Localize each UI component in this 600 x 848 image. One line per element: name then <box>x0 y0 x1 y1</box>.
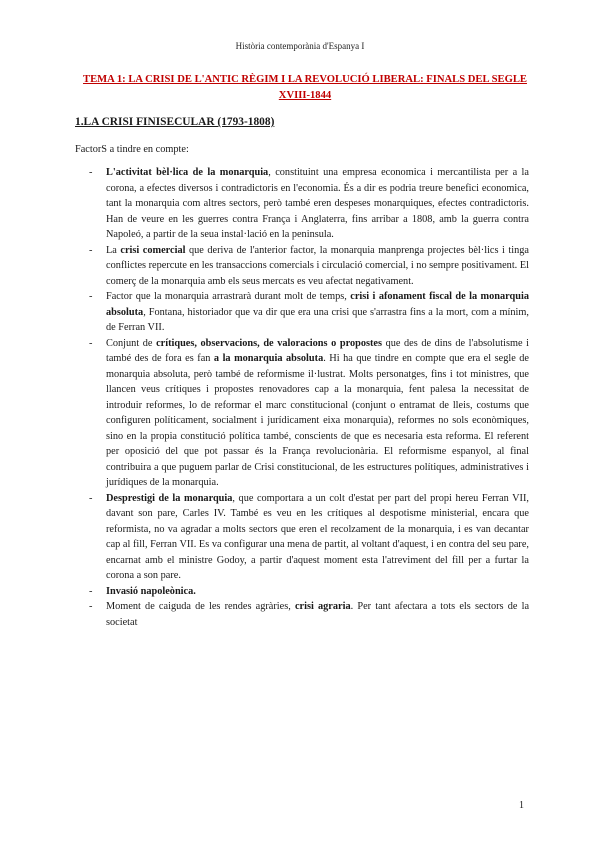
bullet-dash: - <box>89 167 93 178</box>
item-text: . Hi ha que tindre en compte que era el segle de monarquia absoluta, però també de reformisme il·lustrat. Molts personatges, fins i tot ministres, que llancen veus crítiques i propostes renovadores cap a la monarquia, fent palesa la necessitat de introduir reformes, lo de reformar el marc constitucional (conjunt o entramat de lleis, costums que configuren políticament, socialment i jurídicament eixa monarquia), reformes no sols econòmiques, sino en la propia constitució política també, conscients de que es necesaria esta reforma. El referent per oposició del que pot passar és la França revolucionària. El reformisme espanyol, al final contribuira a que puguem parlar de Crisi constitucional, de les estructures polítiques, administratives i jurídiques de la monarquia. <box>106 353 529 488</box>
item-text: , constituint una empresa economica i mercantilista per a la corona, a efectes diversos i contradictoris en l'economia. És a dir es podria treure benefici economica, tant la monarquia com altres sectors, però també eren despeses monarquiques, efectes contradictoris. Han de veure en les guerres contra França i Anglaterra, fins arribar a 1808, amb la guerra contra Napoleó, a partir de la seua instal·lació en la peninsula. <box>106 167 529 240</box>
page-header: Història contemporània d'Espanya I <box>235 41 365 51</box>
bullet-dash: - <box>89 492 93 504</box>
intro-text: FactorS a tindre en compte: <box>75 144 189 155</box>
item-bold-text: L'activitat bèl·lica de la monarquia <box>106 167 269 178</box>
bullet-dash: - <box>89 291 93 302</box>
list-item <box>89 491 529 584</box>
item-bold-text: crisi agraria <box>294 601 351 612</box>
item-bold-text: crítiques, observacions, de valoracions o propostes <box>156 337 382 349</box>
item-bold-text: crisi comercial <box>120 244 186 256</box>
page-number: 1 <box>519 800 524 811</box>
item-text: , que comportara a un colt d'estat per part del propi hereu Ferran VII, davant son pare, Carles IV. També es veu en les crítiques al despotisme ministerial, encara que reformista, no va agradar a molts sectors que eren el recolzament de la monarquia, i es van decantar cap al fill, Ferran VII. Es va configurar una mena de partit, al voltant d'aquest, i en contra del seu pare, encarnat amb el ministre Godoy, a partir d'aquest moment esta l'atreviment del fill per a furtar la corona a son pare. <box>106 492 529 581</box>
bullet-dash: - <box>89 244 93 256</box>
list-item <box>89 165 529 243</box>
item-text: Factor que la monarquia arrastrarà durant molt de temps, <box>106 291 351 302</box>
chapter-title: TEMA 1: LA CRISI DE L'ANTIC RÈGIM I LA REVOLUCIÓ LIBERAL: FINALS DEL SEGLE XVIII-1844 <box>83 74 527 101</box>
list-item <box>89 584 529 600</box>
item-bold-text: Desprestigi de la monarquia <box>106 492 233 504</box>
list-item <box>89 336 529 491</box>
item-text: Moment de caiguda de les rendes agràries, <box>106 601 295 612</box>
item-bold-text: Invasió napoleònica. <box>106 585 196 597</box>
bullet-dash: - <box>89 601 93 612</box>
item-text: . Per tant afectara a tots els sectors de la societat <box>106 601 530 628</box>
factors-list <box>89 165 529 630</box>
bullet-dash: - <box>89 585 93 597</box>
list-item <box>89 289 529 336</box>
item-text: La <box>106 244 121 256</box>
list-item <box>89 243 529 290</box>
item-text: Conjunt de <box>106 337 157 349</box>
item-bold-text: a la monarquia absoluta <box>213 353 324 364</box>
item-bold-text: crisi i afonament fiscal de la monarquia absoluta <box>106 291 529 318</box>
section-heading: 1.LA CRISI FINISECULAR (1793-1808) <box>75 116 275 128</box>
item-text: que deriva de l'anterior factor, la monarquia manprenga projectes bèl·lics i tinga conflictes repercute en les transaccions comercials i circulació comercial, i no sempre positivament. El comerç de la monarquia amb els seus mercats es veu afectat negativament. <box>106 244 529 287</box>
bullet-dash: - <box>89 337 93 349</box>
list-item <box>89 599 529 630</box>
item-text: , Fontana, historiador que va dir que era una crisi que s'arrastra fins a la mort, com a mínim, de Ferran VII. <box>106 306 529 333</box>
item-text: que des de dins de l'absolutisme i també des de fora es fan <box>106 337 530 364</box>
